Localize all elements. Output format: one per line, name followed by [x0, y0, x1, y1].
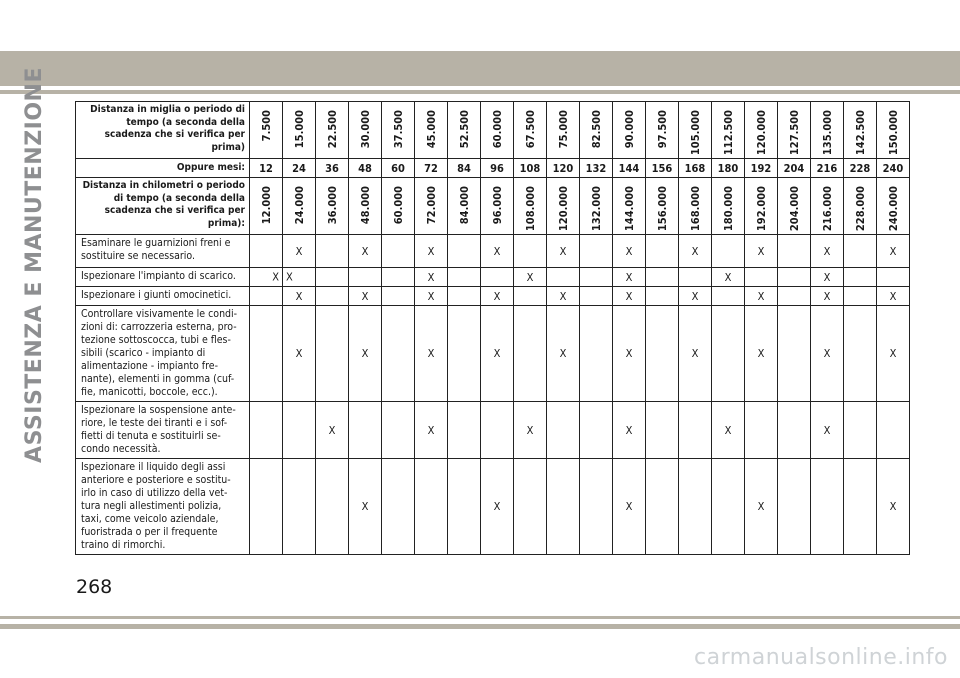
- miles-value: [745, 102, 778, 159]
- interval-cell: [877, 306, 910, 402]
- service-mark: X: [889, 289, 897, 303]
- km-value: [580, 178, 613, 235]
- service-mark: X: [493, 289, 501, 303]
- interval-cell: [415, 268, 448, 287]
- months-value: 60: [382, 159, 415, 178]
- interval-cell: [877, 459, 910, 555]
- service-mark: X: [625, 289, 633, 303]
- interval-cell: [415, 402, 448, 459]
- interval-cell: [613, 402, 646, 459]
- interval-cell: [514, 402, 547, 459]
- km-value-text: 204.000: [787, 186, 801, 232]
- interval-cell: [646, 235, 679, 268]
- km-value: [316, 178, 349, 235]
- interval-cell: [316, 402, 349, 459]
- service-mark: X: [889, 244, 897, 258]
- km-value-text: 12.000: [259, 186, 273, 225]
- km-value: [448, 178, 481, 235]
- interval-cell: [745, 268, 778, 287]
- km-value-text: 192.000: [754, 186, 768, 232]
- interval-cell: [712, 235, 745, 268]
- months-header-label: Oppure mesi:: [76, 159, 250, 178]
- interval-cell: [448, 459, 481, 555]
- km-value-text: 216.000: [820, 186, 834, 232]
- interval-cell: [613, 268, 646, 287]
- km-value: [877, 178, 910, 235]
- miles-value-text: 105.000: [688, 110, 702, 156]
- interval-cell: [613, 235, 646, 268]
- km-value-text: 84.000: [457, 186, 471, 225]
- months-value: 228: [844, 159, 877, 178]
- miles-value-text: 142.500: [853, 110, 867, 156]
- service-mark: X: [823, 347, 831, 361]
- interval-cell: [250, 306, 283, 402]
- months-value: 216: [811, 159, 844, 178]
- service-mark: X: [286, 270, 293, 284]
- km-value-text: 228.000: [853, 186, 867, 232]
- interval-cell: [844, 402, 877, 459]
- miles-value-text: 135.000: [820, 110, 834, 156]
- interval-cell: [415, 235, 448, 268]
- section-title-text: ASSISTENZA E MANUTENZIONE: [21, 67, 47, 463]
- km-header-label: Distanza in chilometri o periodo di tempo (a seconda della scadenza che si verifica per prima):: [76, 178, 250, 235]
- interval-cell: [613, 306, 646, 402]
- interval-cell: [778, 235, 811, 268]
- service-mark: X: [295, 289, 303, 303]
- interval-cell: [250, 235, 283, 268]
- months-value: 132: [580, 159, 613, 178]
- interval-cell: [778, 306, 811, 402]
- interval-cell: [580, 306, 613, 402]
- maintenance-row: [76, 268, 910, 287]
- interval-cell: [877, 268, 910, 287]
- interval-cell: [481, 287, 514, 306]
- interval-cell: [349, 459, 382, 555]
- interval-cell: [547, 235, 580, 268]
- interval-cell: [679, 459, 712, 555]
- interval-cell: [514, 287, 547, 306]
- maintenance-row: [76, 306, 910, 402]
- km-value: [481, 178, 514, 235]
- miles-value-text: 112.500: [721, 110, 735, 156]
- miles-header-row: [76, 102, 910, 159]
- interval-cell: [514, 306, 547, 402]
- interval-cell: [481, 306, 514, 402]
- interval-cell: [811, 268, 844, 287]
- interval-cell: [415, 287, 448, 306]
- interval-cell: [382, 402, 415, 459]
- km-value: [415, 178, 448, 235]
- interval-cell: [877, 402, 910, 459]
- interval-cell: [349, 287, 382, 306]
- km-value: [745, 178, 778, 235]
- service-mark: X: [757, 244, 765, 258]
- interval-cell: [448, 268, 481, 287]
- interval-cell: [811, 402, 844, 459]
- service-mark: X: [526, 423, 534, 437]
- interval-cell: [580, 402, 613, 459]
- interval-cell: [580, 287, 613, 306]
- service-mark: X: [361, 347, 369, 361]
- km-value: [250, 178, 283, 235]
- months-value: 108: [514, 159, 547, 178]
- months-value: 12: [250, 159, 283, 178]
- interval-cell: [382, 268, 415, 287]
- interval-cell: [844, 235, 877, 268]
- km-value-text: 48.000: [358, 186, 372, 225]
- interval-cell: [514, 268, 547, 287]
- interval-cell: [250, 459, 283, 555]
- km-value: [778, 178, 811, 235]
- interval-cell: [646, 287, 679, 306]
- interval-cell: [415, 306, 448, 402]
- interval-cell: [778, 402, 811, 459]
- interval-cell: [844, 459, 877, 555]
- miles-value: [514, 102, 547, 159]
- miles-value-text: 90.000: [622, 110, 636, 149]
- months-value: 240: [877, 159, 910, 178]
- interval-cell: [745, 459, 778, 555]
- interval-cell: [646, 459, 679, 555]
- service-mark: X: [823, 270, 831, 284]
- miles-header-label: Distanza in miglia o periodo di tempo (a seconda della scadenza che si verifica per prima): [76, 102, 250, 159]
- interval-cell: [283, 402, 316, 459]
- watermark-text: carmanualsonline.info: [694, 645, 948, 670]
- interval-cell: [547, 268, 580, 287]
- months-header-row: [76, 159, 910, 178]
- service-mark: X: [328, 423, 336, 437]
- service-mark: X: [559, 244, 567, 258]
- km-value-text: 120.000: [556, 186, 570, 232]
- header-rule: [0, 90, 960, 94]
- task-description: Ispezionare l'impianto di scarico.: [76, 268, 250, 287]
- km-value-text: 60.000: [391, 186, 405, 225]
- months-value: 72: [415, 159, 448, 178]
- km-value: [613, 178, 646, 235]
- miles-value-text: 60.000: [490, 110, 504, 149]
- interval-cell: [448, 402, 481, 459]
- miles-value-text: 82.500: [589, 110, 603, 149]
- miles-value: [712, 102, 745, 159]
- service-mark: X: [724, 423, 732, 437]
- interval-cell: [811, 287, 844, 306]
- km-value-text: 180.000: [721, 186, 735, 232]
- task-description: Ispezionare la sospensione ante- riore, le teste dei tiranti e i sof- fietti di tenuta e sostituirli se- condo necessità.: [76, 402, 250, 459]
- miles-value: [448, 102, 481, 159]
- km-value-text: 156.000: [655, 186, 669, 232]
- service-mark: X: [361, 244, 369, 258]
- interval-cell: [382, 235, 415, 268]
- interval-cell: [580, 459, 613, 555]
- interval-cell: [547, 402, 580, 459]
- interval-cell: [844, 268, 877, 287]
- interval-cell: [712, 268, 745, 287]
- maintenance-row: [76, 459, 910, 555]
- task-description: Esaminare le guarnizioni freni e sostituire se necessario.: [76, 235, 250, 268]
- interval-cell: [349, 235, 382, 268]
- miles-value: [349, 102, 382, 159]
- header-band: [0, 51, 960, 86]
- interval-cell: [613, 287, 646, 306]
- km-value-text: 24.000: [292, 186, 306, 225]
- page-number: 268: [76, 576, 113, 598]
- interval-cell: [547, 306, 580, 402]
- task-description: Ispezionare il liquido degli assi anteriore e posteriore e sostitu- irlo in caso di utilizzo della vet- tura negli allestimenti polizia, taxi, come veicolo aziendale, fuoristrada o per il frequente traino di rimorchi.: [76, 459, 250, 555]
- miles-value-text: 22.500: [325, 110, 339, 149]
- interval-cell: [283, 268, 316, 287]
- service-mark: X: [691, 289, 699, 303]
- interval-cell: [811, 459, 844, 555]
- months-value: 168: [679, 159, 712, 178]
- interval-cell: [514, 235, 547, 268]
- interval-cell: [283, 235, 316, 268]
- interval-cell: [877, 235, 910, 268]
- km-value-text: 96.000: [490, 186, 504, 225]
- service-mark: X: [823, 244, 831, 258]
- service-mark: X: [427, 423, 435, 437]
- service-mark: X: [625, 347, 633, 361]
- months-value: 204: [778, 159, 811, 178]
- interval-cell: [580, 268, 613, 287]
- interval-cell: [415, 459, 448, 555]
- months-value: 156: [646, 159, 679, 178]
- interval-cell: [712, 459, 745, 555]
- service-mark: X: [757, 289, 765, 303]
- months-value: 84: [448, 159, 481, 178]
- interval-cell: [613, 459, 646, 555]
- interval-cell: [481, 402, 514, 459]
- interval-cell: [646, 268, 679, 287]
- miles-value: [316, 102, 349, 159]
- interval-cell: [844, 287, 877, 306]
- km-value: [646, 178, 679, 235]
- miles-value: [580, 102, 613, 159]
- interval-cell: [316, 306, 349, 402]
- km-value: [712, 178, 745, 235]
- interval-cell: [844, 306, 877, 402]
- interval-cell: [580, 235, 613, 268]
- km-value: [283, 178, 316, 235]
- service-mark: X: [691, 244, 699, 258]
- section-side-title: [14, 67, 54, 463]
- maintenance-row: [76, 235, 910, 268]
- miles-value: [613, 102, 646, 159]
- footer-rule-bottom: [0, 624, 960, 629]
- interval-cell: [646, 402, 679, 459]
- interval-cell: [712, 306, 745, 402]
- task-description: Controllare visivamente le condi- zioni di: carrozzeria esterna, pro- tezione sottoscocca, tubi e fles- sibili (scarico - impianto di alimentazione - impianto fre- nante), elementi in gomma (cuf- fie, manicotti, boccole, ecc.).: [76, 306, 250, 402]
- interval-cell: [448, 235, 481, 268]
- interval-cell: [745, 287, 778, 306]
- miles-value-text: 52.500: [457, 110, 471, 149]
- km-value: [514, 178, 547, 235]
- miles-value-text: 67.500: [523, 110, 537, 149]
- miles-value: [283, 102, 316, 159]
- interval-cell: [778, 268, 811, 287]
- service-mark: X: [757, 500, 765, 514]
- interval-cell: [778, 459, 811, 555]
- months-value: 48: [349, 159, 382, 178]
- service-mark: X: [361, 289, 369, 303]
- km-header-row: [76, 178, 910, 235]
- service-mark: X: [559, 289, 567, 303]
- miles-value: [778, 102, 811, 159]
- miles-value-text: 150.000: [886, 110, 900, 156]
- service-mark: X: [625, 500, 633, 514]
- interval-cell: [547, 287, 580, 306]
- service-mark: X: [427, 347, 435, 361]
- interval-cell: [745, 235, 778, 268]
- months-value: 192: [745, 159, 778, 178]
- km-value: [349, 178, 382, 235]
- service-mark: X: [889, 500, 897, 514]
- service-mark: X: [295, 244, 303, 258]
- interval-cell: [448, 306, 481, 402]
- miles-value-text: 75.000: [556, 110, 570, 149]
- miles-value-text: 97.500: [655, 110, 669, 149]
- service-mark: X: [757, 347, 765, 361]
- months-value: 36: [316, 159, 349, 178]
- interval-cell: [283, 306, 316, 402]
- miles-value: [679, 102, 712, 159]
- service-mark: X: [625, 270, 633, 284]
- service-mark: X: [823, 423, 831, 437]
- footer-rule-top: [0, 616, 960, 619]
- interval-cell: [679, 235, 712, 268]
- interval-cell: [349, 268, 382, 287]
- service-mark: X: [724, 270, 732, 284]
- interval-cell: [778, 287, 811, 306]
- service-mark: X: [427, 270, 435, 284]
- km-value: [679, 178, 712, 235]
- interval-cell: [679, 287, 712, 306]
- service-mark: X: [889, 347, 897, 361]
- miles-value-text: 7.500: [259, 110, 273, 142]
- interval-cell: [481, 235, 514, 268]
- service-mark: X: [295, 347, 303, 361]
- interval-cell: [316, 287, 349, 306]
- interval-cell: [382, 287, 415, 306]
- km-value: [811, 178, 844, 235]
- service-mark: X: [427, 244, 435, 258]
- interval-cell: [745, 306, 778, 402]
- km-value-text: 168.000: [688, 186, 702, 232]
- interval-cell: [877, 287, 910, 306]
- interval-cell: [679, 268, 712, 287]
- interval-cell: [448, 287, 481, 306]
- service-mark: X: [427, 289, 435, 303]
- km-value: [844, 178, 877, 235]
- interval-cell: [712, 402, 745, 459]
- miles-value-text: 45.000: [424, 110, 438, 149]
- task-description: Ispezionare i giunti omocinetici.: [76, 287, 250, 306]
- months-value: 144: [613, 159, 646, 178]
- km-value-text: 36.000: [325, 186, 339, 225]
- interval-cell: [745, 402, 778, 459]
- km-value-text: 108.000: [523, 186, 537, 232]
- interval-cell: [481, 459, 514, 555]
- km-value-text: 72.000: [424, 186, 438, 225]
- maintenance-row: [76, 287, 910, 306]
- interval-cell: [283, 459, 316, 555]
- maintenance-row: [76, 402, 910, 459]
- miles-value: [877, 102, 910, 159]
- miles-value: [547, 102, 580, 159]
- miles-value: [844, 102, 877, 159]
- interval-cell: [250, 268, 283, 287]
- interval-cell: [811, 306, 844, 402]
- service-mark: X: [493, 244, 501, 258]
- interval-cell: [349, 306, 382, 402]
- months-value: 180: [712, 159, 745, 178]
- miles-value-text: 15.000: [292, 110, 306, 149]
- interval-cell: [283, 287, 316, 306]
- service-mark: X: [625, 423, 633, 437]
- maintenance-schedule-table: [75, 101, 910, 555]
- miles-value: [382, 102, 415, 159]
- months-value: 96: [481, 159, 514, 178]
- months-value: 24: [283, 159, 316, 178]
- km-value-text: 240.000: [886, 186, 900, 232]
- miles-value-text: 127.500: [787, 110, 801, 156]
- miles-value-text: 37.500: [391, 110, 405, 149]
- interval-cell: [514, 459, 547, 555]
- interval-cell: [811, 235, 844, 268]
- service-mark: X: [625, 244, 633, 258]
- miles-value-text: 30.000: [358, 110, 372, 149]
- km-value: [382, 178, 415, 235]
- interval-cell: [250, 287, 283, 306]
- miles-value: [811, 102, 844, 159]
- miles-value: [415, 102, 448, 159]
- interval-cell: [679, 402, 712, 459]
- interval-cell: [316, 235, 349, 268]
- service-mark: X: [493, 347, 501, 361]
- service-mark: X: [526, 270, 534, 284]
- km-value-text: 144.000: [622, 186, 636, 232]
- km-value-text: 132.000: [589, 186, 603, 232]
- interval-cell: [712, 287, 745, 306]
- miles-value-text: 120.000: [754, 110, 768, 156]
- interval-cell: [382, 459, 415, 555]
- interval-cell: [316, 268, 349, 287]
- interval-cell: [382, 306, 415, 402]
- interval-cell: [316, 459, 349, 555]
- miles-value: [250, 102, 283, 159]
- miles-value: [481, 102, 514, 159]
- miles-value: [646, 102, 679, 159]
- service-mark: X: [361, 500, 369, 514]
- months-value: 120: [547, 159, 580, 178]
- km-value: [547, 178, 580, 235]
- interval-cell: [349, 402, 382, 459]
- interval-cell: [646, 306, 679, 402]
- service-mark: X: [691, 347, 699, 361]
- service-mark: X: [493, 500, 501, 514]
- service-mark: X: [559, 347, 567, 361]
- interval-cell: [250, 402, 283, 459]
- interval-cell: [481, 268, 514, 287]
- service-mark: X: [272, 270, 279, 284]
- interval-cell: [679, 306, 712, 402]
- service-mark: X: [823, 289, 831, 303]
- interval-cell: [547, 459, 580, 555]
